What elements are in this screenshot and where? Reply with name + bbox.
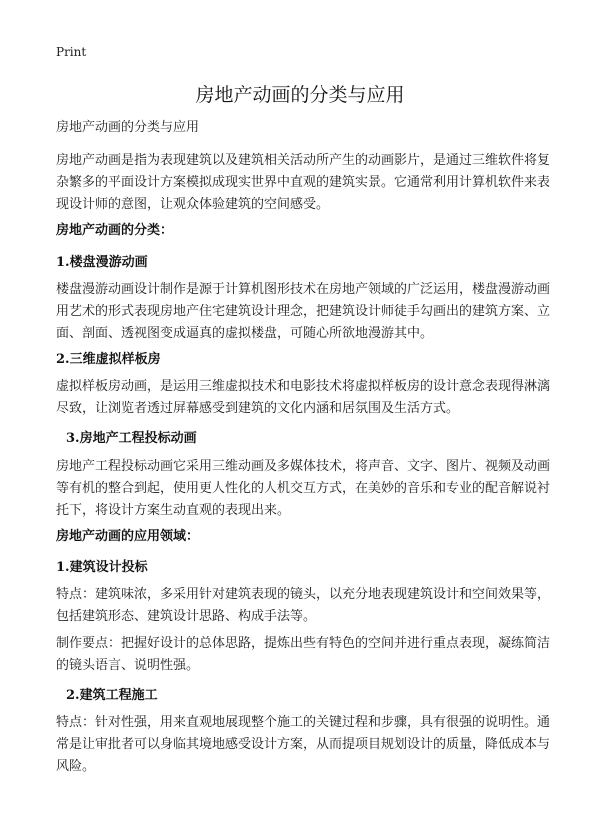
page-title: 房地产动画的分类与应用 <box>195 84 405 106</box>
section-heading-classification: 房地产动画的分类： <box>56 223 174 238</box>
paragraph-3: 房地产工程投标动画它采用三维动画及多媒体技术，将声音、文字、图片、视频及动画等有机的整合到起，使用更人性化的人机交互方式，在美妙的音乐和专业的配音解说衬托下，将设计方案生动直观的表现出来。 <box>56 459 551 518</box>
heading-5: 2.建筑工程施工 <box>66 688 158 703</box>
heading-1: 1.楼盘漫游动画 <box>56 255 148 270</box>
paragraph-1: 楼盘漫游动画设计制作是源于计算机图形技术在房地产领域的广泛运用，楼盘漫游动画用艺术的形式表现房地产住宅建筑设计理念，把建筑设计师徒手勾画出的建筑方案、立面、剖面、透视图变成逼真的虚拟楼盘，可随心所欲地漫游其中。 <box>56 282 551 341</box>
paragraph-4: 特点：建筑味浓，多采用针对建筑表现的镜头，以充分地表现建筑设计和空间效果等，包括建筑形态、建筑设计思路、构成手法等。 <box>56 587 551 624</box>
heading-4: 1.建筑设计投标 <box>56 560 148 575</box>
section-heading-application: 房地产动画的应用领域： <box>56 529 200 544</box>
paragraph-5: 制作要点：把握好设计的总体思路，提炼出些有特色的空间并进行重点表现，凝练简洁的镜头语言、说明性强。 <box>56 636 551 673</box>
subtitle: 房地产动画的分类与应用 <box>56 120 200 135</box>
paragraph-2: 虚拟样板房动画，是运用三维虚拟技术和电影技术将虚拟样板房的设计意念表现得淋漓尽致，让浏览者透过屏幕感受到建筑的文化内涵和居氛围及生活方式。 <box>56 379 551 416</box>
intro-paragraph: 房地产动画是指为表现建筑以及建筑相关活动所产生的动画影片，是通过三维软件将复杂繁多的平面设计方案模拟成现实世界中直观的建筑实景。它通常利用计算机软件来表现设计师的意图，让观众体验建筑的空间感受。 <box>56 153 551 212</box>
print-link[interactable]: Print <box>56 45 87 59</box>
heading-3: 3.房地产工程投标动画 <box>66 431 197 446</box>
heading-2: 2.三维虚拟样板房 <box>56 352 161 367</box>
paragraph-6: 特点：针对性强，用来直观地展现整个施工的关键过程和步骤，具有很强的说明性。通常是让审批者可以身临其境地感受设计方案，从而提项目规划设计的质量，降低成本与风险。 <box>56 715 551 774</box>
